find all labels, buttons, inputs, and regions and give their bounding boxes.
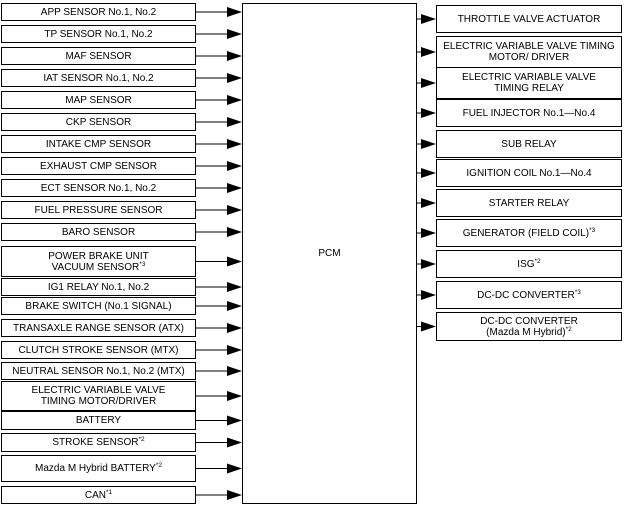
- footnote-mark: *3: [589, 226, 596, 234]
- input-label: [44, 29, 152, 40]
- output-label: [517, 259, 540, 270]
- output-box-8: [436, 219, 622, 247]
- output-label: [489, 198, 570, 209]
- input-label: [35, 205, 163, 216]
- output-label-line: GENERATOR (FIELD COIL)$^{*3}$: [462, 226, 596, 239]
- input-label: [62, 227, 135, 238]
- input-label: [52, 437, 144, 448]
- input-arrow-22: [196, 490, 242, 500]
- input-box-11: [1, 223, 196, 241]
- input-label-line: TP SENSOR No.1, No.2: [44, 28, 153, 40]
- input-box-8: [1, 157, 196, 175]
- input-label-line: TIMING MOTOR/DRIVER: [40, 396, 157, 407]
- input-arrow-12: [196, 257, 242, 267]
- input-label-line: INTAKE CMP SENSOR: [45, 138, 152, 150]
- output-box-10: [436, 281, 622, 309]
- input-box-19: [1, 411, 196, 430]
- input-box-7: [1, 135, 196, 153]
- input-label-line: ECT SENSOR No.1, No.2: [40, 182, 157, 194]
- input-box-12: [1, 246, 196, 277]
- output-arrow-10: [417, 290, 436, 300]
- output-arrow-9: [417, 259, 436, 269]
- output-arrow-8: [417, 228, 436, 238]
- input-box-6: [1, 113, 196, 131]
- input-arrow-6: [196, 117, 242, 127]
- input-arrow-5: [196, 95, 242, 105]
- input-arrow-2: [196, 29, 242, 39]
- output-label-line: SUB RELAY: [501, 138, 557, 150]
- input-label: [46, 139, 151, 150]
- output-box-3: [436, 67, 622, 99]
- input-arrow-4: [196, 73, 242, 83]
- input-label: [85, 490, 112, 501]
- input-box-18: [1, 381, 196, 411]
- output-box-2: [436, 36, 622, 68]
- output-label: [463, 228, 595, 239]
- input-box-22: [1, 486, 196, 504]
- input-arrow-1: [196, 7, 242, 17]
- input-label-line: STROKE SENSOR$^{*2}$: [52, 436, 145, 448]
- output-label-line: ELECTRIC VARIABLE VALVE TIMING: [443, 41, 615, 52]
- input-label: [41, 183, 156, 194]
- input-arrow-10: [196, 205, 242, 215]
- input-label: [65, 95, 132, 106]
- input-box-1: [1, 3, 196, 21]
- footnote-mark: *3: [139, 260, 146, 268]
- input-box-21: [1, 455, 196, 482]
- output-label: [462, 72, 596, 94]
- footnote-mark: *3: [574, 288, 581, 296]
- output-label-line: MOTOR/ DRIVER: [488, 52, 570, 63]
- input-label-line: MAP SENSOR: [65, 94, 132, 106]
- output-box-5: [436, 130, 622, 158]
- output-arrow-3: [417, 78, 436, 88]
- output-label-line: THROTTLE VALVE ACTUATOR: [457, 13, 601, 25]
- input-label-line: BRAKE SWITCH (No.1 SIGNAL): [25, 300, 172, 312]
- input-label-line: VACUUM SENSOR$^{*3}$: [51, 260, 146, 273]
- input-label: [40, 161, 157, 172]
- input-label-line: TRANSAXLE RANGE SENSOR (ATX): [13, 322, 184, 334]
- input-label-line: CKP SENSOR: [65, 116, 132, 128]
- input-label: [12, 366, 184, 377]
- input-label-line: IG1 RELAY No.1, No.2: [47, 281, 150, 293]
- input-arrow-11: [196, 227, 242, 237]
- footnote-mark: *2: [138, 436, 145, 443]
- input-label-line: EXHAUST CMP SENSOR: [40, 160, 157, 172]
- input-arrow-9: [196, 183, 242, 193]
- input-arrow-13: [196, 282, 242, 292]
- footnote-mark: *2: [534, 257, 541, 265]
- input-box-13: [1, 278, 196, 296]
- output-label-line: (Mazda M Hybrid)$^{*2}$: [486, 325, 572, 338]
- input-arrow-3: [196, 51, 242, 61]
- input-label-line: FUEL PRESSURE SENSOR: [34, 204, 163, 216]
- output-box-7: [436, 189, 622, 217]
- output-label-line: IGNITION COIL No.1—No.4: [466, 167, 592, 179]
- input-arrow-19: [196, 416, 242, 426]
- input-box-20: [1, 433, 196, 452]
- output-label: [501, 139, 556, 150]
- input-label-line: IAT SENSOR No.1, No.2: [43, 72, 154, 84]
- input-label-line: BATTERY: [75, 415, 122, 426]
- input-label: [76, 415, 121, 426]
- input-arrow-20: [196, 438, 242, 448]
- input-label-line: NEUTRAL SENSOR No.1, No.2 (MTX): [12, 365, 185, 377]
- output-arrow-11: [417, 322, 436, 332]
- input-arrow-16: [196, 345, 242, 355]
- input-label: [65, 51, 131, 62]
- output-label-line: DC-DC CONVERTER: [480, 315, 578, 327]
- input-label: [48, 282, 149, 293]
- output-label-line: ISG$^{*2}$: [517, 257, 541, 270]
- input-box-14: [1, 297, 196, 315]
- output-arrow-5: [417, 139, 436, 149]
- input-label: [43, 73, 153, 84]
- input-box-15: [1, 319, 196, 337]
- input-label: [32, 385, 166, 407]
- input-box-3: [1, 47, 196, 65]
- output-label-line: FUEL INJECTOR No.1—No.4: [462, 107, 596, 119]
- footnote-mark: *1: [105, 488, 113, 496]
- input-label-line: Mazda M Hybrid BATTERY$^{*2}$: [35, 462, 162, 474]
- output-box-6: [436, 159, 622, 187]
- input-label: [18, 345, 178, 356]
- footnote-mark: *2: [155, 462, 162, 469]
- input-label: [35, 463, 162, 474]
- pcm-label: PCM: [318, 248, 341, 259]
- output-label: [463, 108, 596, 119]
- output-arrow-4: [417, 108, 436, 118]
- input-arrow-8: [196, 161, 242, 171]
- footnote-mark: *2: [565, 325, 572, 333]
- output-arrow-2: [417, 47, 436, 57]
- output-label: [480, 316, 578, 338]
- output-label: [477, 290, 581, 301]
- output-label: [458, 14, 601, 25]
- output-box-1: [436, 5, 622, 33]
- output-label-line: ELECTRIC VARIABLE VALVE: [462, 72, 596, 83]
- input-arrow-21: [196, 464, 242, 474]
- input-label: [66, 117, 131, 128]
- input-arrow-7: [196, 139, 242, 149]
- input-box-17: [1, 362, 196, 380]
- input-arrow-15: [196, 323, 242, 333]
- output-box-4: [436, 99, 622, 127]
- input-box-5: [1, 91, 196, 109]
- input-box-16: [1, 341, 196, 359]
- input-label-line: CAN$^{*1}$: [84, 488, 113, 501]
- output-label-line: DC-DC CONVERTER$^{*3}$: [477, 288, 581, 301]
- input-label: [41, 7, 156, 18]
- output-label-line: TIMING RELAY: [494, 83, 564, 94]
- input-label-line: MAF SENSOR: [65, 50, 132, 62]
- input-box-4: [1, 69, 196, 87]
- output-arrow-7: [417, 198, 436, 208]
- output-arrow-6: [417, 168, 436, 178]
- input-box-10: [1, 201, 196, 219]
- input-label-line: CLUTCH STROKE SENSOR (MTX): [18, 344, 179, 356]
- input-label: [25, 301, 171, 312]
- input-box-2: [1, 25, 196, 43]
- input-arrow-17: [196, 366, 242, 376]
- output-box-9: [436, 250, 622, 278]
- output-label: [443, 41, 615, 63]
- input-arrow-18: [196, 391, 242, 401]
- input-box-9: [1, 179, 196, 197]
- output-label: [466, 168, 591, 179]
- input-label: [13, 323, 184, 334]
- input-label-line: BARO SENSOR: [61, 226, 136, 238]
- input-label-line: APP SENSOR No.1, No.2: [40, 6, 157, 18]
- input-label: [48, 251, 149, 273]
- output-box-11: [436, 312, 622, 341]
- input-label-line: POWER BRAKE UNIT: [48, 250, 149, 262]
- output-label-line: STARTER RELAY: [488, 197, 570, 209]
- input-label-line: ELECTRIC VARIABLE VALVE: [31, 385, 166, 396]
- input-arrow-14: [196, 301, 242, 311]
- output-arrow-1: [417, 14, 436, 24]
